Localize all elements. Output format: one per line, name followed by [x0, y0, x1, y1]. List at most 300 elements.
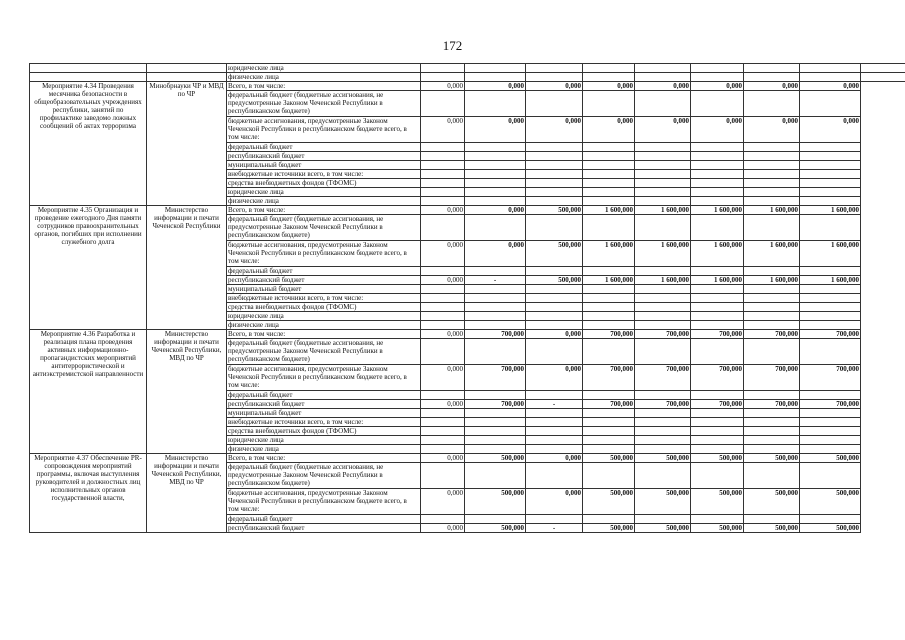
value-cell — [465, 285, 526, 294]
value-cell — [421, 91, 465, 117]
value-cell — [635, 321, 691, 330]
value-cell — [744, 161, 800, 170]
value-cell: 1 600,000 — [635, 241, 691, 267]
source-label: федеральный бюджет — [227, 143, 421, 152]
value-cell — [526, 391, 583, 400]
value-cell — [465, 197, 526, 206]
value-cell: 0,000 — [421, 489, 465, 515]
value-cell — [526, 427, 583, 436]
value-cell — [691, 312, 744, 321]
value-cell — [800, 188, 861, 197]
value-cell — [526, 294, 583, 303]
activity-title: Мероприятие 4.35 Организация и проведение ежегодного Дня памяти сотрудников правоохранительных органов, погибших при исполнении служебного долга — [30, 206, 147, 330]
value-cell — [744, 197, 800, 206]
value-cell — [583, 391, 635, 400]
value-cell: 0,000 — [800, 117, 861, 143]
value-cell: 700,000 — [744, 365, 800, 391]
value-cell — [635, 285, 691, 294]
value-cell — [744, 188, 800, 197]
value-cell — [635, 143, 691, 152]
value-cell — [421, 152, 465, 161]
value-cell: 700,000 — [465, 400, 526, 409]
source-label: физические лица — [227, 321, 421, 330]
value-cell — [691, 179, 744, 188]
value-cell — [465, 170, 526, 179]
value-cell: 700,000 — [800, 400, 861, 409]
value-cell — [744, 409, 800, 418]
value-cell — [583, 197, 635, 206]
value-cell — [691, 339, 744, 365]
value-cell — [744, 436, 800, 445]
value-cell — [635, 463, 691, 489]
value-cell: 700,000 — [691, 400, 744, 409]
value-cell — [526, 161, 583, 170]
value-cell: 1 600,000 — [583, 206, 635, 215]
value-cell — [691, 152, 744, 161]
value-cell: 500,000 — [744, 524, 800, 533]
value-cell: 500,000 — [465, 489, 526, 515]
value-cell — [635, 91, 691, 117]
activity-executor: Министерство информации и печати Чеченской Республики, МВД по ЧР — [147, 330, 227, 454]
value-cell — [800, 197, 861, 206]
value-cell: 500,000 — [465, 524, 526, 533]
value-cell — [526, 197, 583, 206]
value-cell: 500,000 — [635, 524, 691, 533]
value-cell — [635, 294, 691, 303]
value-cell — [635, 339, 691, 365]
value-cell: 500,000 — [583, 524, 635, 533]
value-cell: 0,000 — [526, 82, 583, 91]
value-cell — [465, 409, 526, 418]
value-cell: 0,000 — [526, 330, 583, 339]
value-cell — [465, 445, 526, 454]
value-cell — [583, 170, 635, 179]
activity-title: Мероприятие 4.37 Обеспечение PR-сопровождения мероприятий программы, включая выступления руководителей и должностных лиц исполнительных органов государственной власти, — [30, 454, 147, 533]
value-cell — [800, 391, 861, 400]
source-label: физические лица — [227, 73, 421, 82]
value-cell: 700,000 — [800, 330, 861, 339]
table-row — [30, 330, 905, 339]
value-cell: 500,000 — [800, 489, 861, 515]
value-cell — [800, 321, 861, 330]
value-cell: 500,000 — [691, 489, 744, 515]
value-cell: 1 600,000 — [583, 241, 635, 267]
value-cell — [744, 91, 800, 117]
value-cell — [526, 515, 583, 524]
value-cell — [800, 418, 861, 427]
value-cell — [526, 418, 583, 427]
value-cell — [744, 170, 800, 179]
value-cell — [421, 188, 465, 197]
source-label: Всего, в том числе: — [227, 82, 421, 91]
source-label: республиканский бюджет — [227, 276, 421, 285]
value-cell — [421, 339, 465, 365]
value-cell: 1 600,000 — [583, 276, 635, 285]
value-cell — [421, 285, 465, 294]
table-row — [30, 206, 905, 215]
value-cell — [635, 409, 691, 418]
value-cell — [800, 515, 861, 524]
value-cell — [635, 391, 691, 400]
value-cell: 0,000 — [526, 365, 583, 391]
value-cell: 1 600,000 — [691, 241, 744, 267]
activity-title: Мероприятие 4.34 Проведения месячника безопасности в общеобразовательных учреждениях республики, занятий по профилактике заведомо ложных сообщений об актах терроризма — [30, 82, 147, 206]
source-label: бюджетные ассигнования, предусмотренные Законом Чеченской Республики в республиканском бюджете всего, в том числе: — [227, 489, 421, 515]
activity-executor: Министерство информации и печати Чеченской Республики, МВД по ЧР — [147, 454, 227, 533]
value-cell — [744, 321, 800, 330]
value-cell — [800, 339, 861, 365]
value-cell — [800, 215, 861, 241]
value-cell: 0,000 — [421, 365, 465, 391]
value-cell: 500,000 — [800, 524, 861, 533]
value-cell — [635, 312, 691, 321]
value-cell — [465, 391, 526, 400]
source-label: республиканский бюджет — [227, 152, 421, 161]
value-cell — [526, 91, 583, 117]
source-label: федеральный бюджет (бюджетные ассигнования, не предусмотренные Законом Чеченской Республики в республиканском бюджете) — [227, 339, 421, 365]
value-cell — [635, 152, 691, 161]
value-cell — [691, 515, 744, 524]
value-cell: 500,000 — [691, 524, 744, 533]
value-cell — [691, 161, 744, 170]
value-cell — [583, 215, 635, 241]
value-cell: 1 600,000 — [800, 241, 861, 267]
value-cell — [691, 294, 744, 303]
value-cell: 700,000 — [635, 365, 691, 391]
value-cell: 0,000 — [421, 330, 465, 339]
value-cell — [691, 143, 744, 152]
value-cell — [635, 215, 691, 241]
value-cell — [691, 463, 744, 489]
value-cell — [744, 294, 800, 303]
value-cell: 700,000 — [744, 400, 800, 409]
value-cell — [800, 170, 861, 179]
value-cell — [583, 515, 635, 524]
source-label: бюджетные ассигнования, предусмотренные Законом Чеченской Республики в республиканском бюджете всего, в том числе: — [227, 117, 421, 143]
value-cell — [465, 321, 526, 330]
value-cell — [635, 445, 691, 454]
value-cell — [691, 418, 744, 427]
value-cell — [583, 409, 635, 418]
source-label: средства внебюджетных фондов (ТФОМС) — [227, 303, 421, 312]
value-cell — [421, 303, 465, 312]
value-cell — [465, 152, 526, 161]
value-cell — [691, 285, 744, 294]
value-cell: 1 600,000 — [691, 276, 744, 285]
value-cell: 1 600,000 — [691, 206, 744, 215]
value-cell: - — [465, 276, 526, 285]
value-cell — [744, 285, 800, 294]
value-cell: 500,000 — [691, 454, 744, 463]
activity-executor: Минобрнауки ЧР и МВД по ЧР — [147, 82, 227, 206]
value-cell: 500,000 — [635, 489, 691, 515]
value-cell — [465, 436, 526, 445]
value-cell — [800, 436, 861, 445]
value-cell — [744, 391, 800, 400]
value-cell — [465, 339, 526, 365]
value-cell — [421, 418, 465, 427]
value-cell: 1 600,000 — [635, 206, 691, 215]
value-cell — [465, 418, 526, 427]
value-cell — [421, 427, 465, 436]
value-cell — [583, 285, 635, 294]
value-cell — [583, 427, 635, 436]
activity-executor: Министерство информации и печати Чеченской Республики — [147, 206, 227, 330]
value-cell — [800, 152, 861, 161]
value-cell — [526, 409, 583, 418]
value-cell — [583, 463, 635, 489]
value-cell — [526, 312, 583, 321]
value-cell — [583, 267, 635, 276]
value-cell — [635, 267, 691, 276]
value-cell — [744, 303, 800, 312]
source-label: муниципальный бюджет — [227, 285, 421, 294]
source-label: федеральный бюджет — [227, 515, 421, 524]
value-cell — [421, 197, 465, 206]
value-cell — [635, 515, 691, 524]
source-label: средства внебюджетных фондов (ТФОМС) — [227, 179, 421, 188]
value-cell — [800, 312, 861, 321]
table-row — [30, 82, 905, 91]
value-cell: 0,000 — [691, 82, 744, 91]
source-label: юридические лица — [227, 188, 421, 197]
value-cell — [465, 188, 526, 197]
value-cell — [465, 161, 526, 170]
value-cell — [744, 267, 800, 276]
source-label: муниципальный бюджет — [227, 161, 421, 170]
value-cell — [465, 515, 526, 524]
value-cell: 0,000 — [421, 524, 465, 533]
value-cell: 1 600,000 — [800, 276, 861, 285]
value-cell — [421, 445, 465, 454]
source-label: федеральный бюджет (бюджетные ассигнования, не предусмотренные Законом Чеченской Республики в республиканском бюджете) — [227, 91, 421, 117]
value-cell — [635, 188, 691, 197]
value-cell: 0,000 — [421, 454, 465, 463]
value-cell — [583, 445, 635, 454]
value-cell: 1 600,000 — [744, 206, 800, 215]
source-label: республиканский бюджет — [227, 400, 421, 409]
source-label: внебюджетные источники всего, в том числе: — [227, 294, 421, 303]
source-label: бюджетные ассигнования, предусмотренные Законом Чеченской Республики в республиканском бюджете всего, в том числе: — [227, 241, 421, 267]
value-cell — [800, 303, 861, 312]
value-cell — [744, 152, 800, 161]
value-cell: 500,000 — [526, 276, 583, 285]
value-cell: 500,000 — [744, 489, 800, 515]
value-cell: 0,000 — [691, 117, 744, 143]
value-cell — [635, 418, 691, 427]
value-cell — [421, 161, 465, 170]
source-label: федеральный бюджет (бюджетные ассигнования, не предусмотренные Законом Чеченской Республики в республиканском бюджете) — [227, 463, 421, 489]
source-label: бюджетные ассигнования, предусмотренные Законом Чеченской Республики в республиканском бюджете всего, в том числе: — [227, 365, 421, 391]
value-cell — [691, 391, 744, 400]
value-cell — [526, 215, 583, 241]
value-cell: 0,000 — [526, 454, 583, 463]
value-cell — [691, 321, 744, 330]
value-cell — [691, 409, 744, 418]
value-cell: 0,000 — [635, 117, 691, 143]
value-cell — [465, 303, 526, 312]
value-cell — [526, 463, 583, 489]
value-cell: 0,000 — [421, 117, 465, 143]
value-cell — [635, 427, 691, 436]
source-label: федеральный бюджет (бюджетные ассигнования, не предусмотренные Законом Чеченской Республики в республиканском бюджете) — [227, 215, 421, 241]
value-cell — [421, 179, 465, 188]
value-cell — [526, 179, 583, 188]
value-cell: 0,000 — [744, 117, 800, 143]
value-cell — [421, 391, 465, 400]
activity-title: Мероприятие 4.36 Разработка и реализация плана проведения активных информационно-пропагандистских мероприятий антитеррористической и антиэкстремистской направленности — [30, 330, 147, 454]
value-cell — [526, 303, 583, 312]
value-cell — [421, 463, 465, 489]
value-cell — [465, 143, 526, 152]
value-cell: 0,000 — [526, 117, 583, 143]
value-cell — [526, 152, 583, 161]
value-cell — [583, 143, 635, 152]
table-row — [30, 64, 905, 73]
value-cell: - — [526, 400, 583, 409]
value-cell — [691, 188, 744, 197]
value-cell — [421, 409, 465, 418]
value-cell: 0,000 — [744, 82, 800, 91]
value-cell: 700,000 — [583, 330, 635, 339]
value-cell — [691, 170, 744, 179]
source-label: юридические лица — [227, 436, 421, 445]
value-cell — [583, 418, 635, 427]
table-row — [30, 454, 905, 463]
value-cell — [635, 303, 691, 312]
value-cell: 0,000 — [465, 241, 526, 267]
value-cell: 700,000 — [465, 330, 526, 339]
value-cell: 0,000 — [526, 489, 583, 515]
source-label: федеральный бюджет — [227, 391, 421, 400]
value-cell — [421, 294, 465, 303]
value-cell — [800, 445, 861, 454]
value-cell — [635, 197, 691, 206]
budget-table — [29, 63, 905, 533]
value-cell: 0,000 — [421, 276, 465, 285]
value-cell: 0,000 — [635, 82, 691, 91]
source-label: физические лица — [227, 445, 421, 454]
value-cell: 0,000 — [583, 117, 635, 143]
value-cell: - — [526, 524, 583, 533]
source-label: республиканский бюджет — [227, 524, 421, 533]
value-cell — [800, 91, 861, 117]
value-cell — [800, 294, 861, 303]
value-cell: 500,000 — [583, 489, 635, 515]
value-cell — [635, 436, 691, 445]
value-cell — [421, 312, 465, 321]
source-label: внебюджетные источники всего, в том числе: — [227, 170, 421, 179]
value-cell: 500,000 — [800, 454, 861, 463]
value-cell: 500,000 — [744, 454, 800, 463]
value-cell — [526, 170, 583, 179]
value-cell — [744, 427, 800, 436]
value-cell — [421, 436, 465, 445]
value-cell — [691, 436, 744, 445]
value-cell — [744, 445, 800, 454]
value-cell: 0,000 — [421, 400, 465, 409]
value-cell — [526, 285, 583, 294]
source-label: Всего, в том числе: — [227, 330, 421, 339]
source-label: внебюджетные источники всего, в том числе: — [227, 418, 421, 427]
value-cell — [691, 445, 744, 454]
value-cell: 700,000 — [691, 330, 744, 339]
value-cell: 0,000 — [421, 241, 465, 267]
value-cell: 1 600,000 — [744, 276, 800, 285]
value-cell: 0,000 — [465, 82, 526, 91]
value-cell — [800, 427, 861, 436]
value-cell: 700,000 — [691, 365, 744, 391]
value-cell — [744, 463, 800, 489]
value-cell — [800, 463, 861, 489]
value-cell — [465, 312, 526, 321]
value-cell — [635, 170, 691, 179]
source-label: юридические лица — [227, 64, 421, 73]
value-cell: 500,000 — [583, 454, 635, 463]
value-cell — [691, 267, 744, 276]
table-row — [30, 73, 905, 82]
value-cell — [583, 339, 635, 365]
value-cell — [526, 143, 583, 152]
value-cell: 500,000 — [526, 241, 583, 267]
value-cell — [583, 161, 635, 170]
value-cell — [635, 161, 691, 170]
value-cell: 0,000 — [421, 82, 465, 91]
value-cell — [465, 91, 526, 117]
source-label: Всего, в том числе: — [227, 454, 421, 463]
value-cell: 700,000 — [635, 400, 691, 409]
value-cell — [465, 463, 526, 489]
value-cell — [583, 188, 635, 197]
value-cell — [465, 294, 526, 303]
value-cell — [800, 143, 861, 152]
value-cell — [583, 179, 635, 188]
source-label: федеральный бюджет — [227, 267, 421, 276]
value-cell — [465, 179, 526, 188]
value-cell — [800, 161, 861, 170]
value-cell — [465, 427, 526, 436]
value-cell: 0,000 — [583, 82, 635, 91]
value-cell — [421, 515, 465, 524]
value-cell: 700,000 — [465, 365, 526, 391]
value-cell: 0,000 — [800, 82, 861, 91]
value-cell — [421, 143, 465, 152]
value-cell — [583, 321, 635, 330]
value-cell: 700,000 — [583, 365, 635, 391]
source-label: средства внебюджетных фондов (ТФОМС) — [227, 427, 421, 436]
value-cell — [744, 339, 800, 365]
value-cell — [744, 312, 800, 321]
value-cell — [526, 445, 583, 454]
value-cell — [800, 409, 861, 418]
value-cell: 1 600,000 — [635, 276, 691, 285]
value-cell — [691, 197, 744, 206]
value-cell: 0,000 — [465, 206, 526, 215]
value-cell: 500,000 — [526, 206, 583, 215]
value-cell — [583, 91, 635, 117]
value-cell — [744, 179, 800, 188]
source-label: юридические лица — [227, 312, 421, 321]
value-cell — [800, 285, 861, 294]
value-cell — [465, 215, 526, 241]
value-cell — [691, 427, 744, 436]
value-cell — [526, 436, 583, 445]
value-cell: 0,000 — [465, 117, 526, 143]
page-number: 172 — [442, 38, 463, 53]
source-label: физические лица — [227, 197, 421, 206]
value-cell — [800, 179, 861, 188]
value-cell — [465, 267, 526, 276]
